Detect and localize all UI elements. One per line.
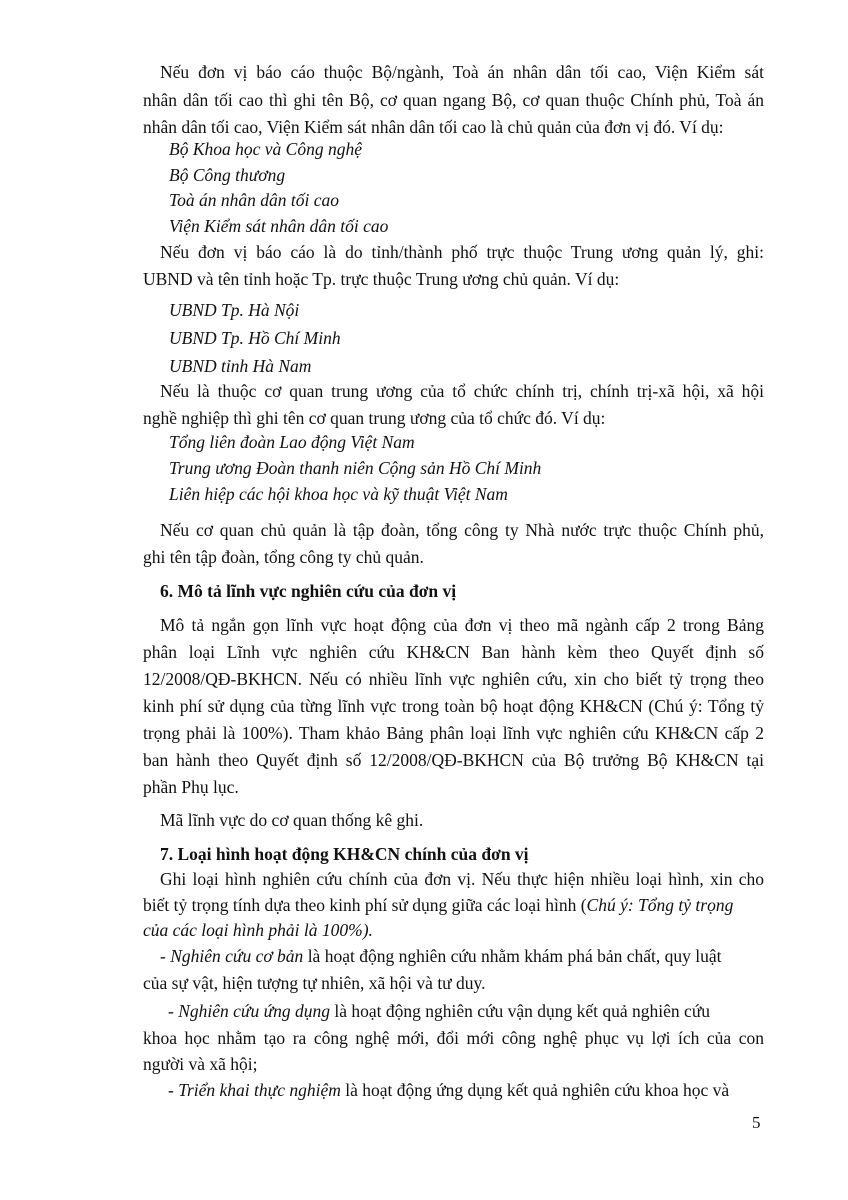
example-line: UBND tỉnh Hà Nam — [169, 356, 312, 376]
term: Triển khai thực nghiệm — [178, 1080, 341, 1100]
paragraph-line: phần Phụ lục. — [143, 777, 239, 797]
line-text-italic: Chú ý: Tổng tỷ trọng — [586, 895, 734, 915]
paragraph-line: Nếu đơn vị báo cáo là do tỉnh/thành phố trực thuộc Trung ương quản lý, ghi: — [160, 242, 764, 262]
bullet-line — [168, 1000, 710, 1022]
example-line: Viện Kiểm sát nhân dân tối cao — [169, 216, 389, 236]
dash: - — [168, 1080, 179, 1100]
paragraph-line: kinh phí sử dụng của từng lĩnh vực trong toàn bộ hoạt động KH&CN (Chú ý: Tổng tỷ — [143, 696, 764, 716]
example-line: Liên hiệp các hội khoa học và kỹ thuật Việt Nam — [169, 484, 508, 504]
paragraph-line: Mô tả ngắn gọn lĩnh vực hoạt động của đơn vị theo mã ngành cấp 2 trong Bảng — [160, 615, 764, 635]
paragraph-line: Nếu cơ quan chủ quản là tập đoàn, tổng công ty Nhà nước trực thuộc Chính phủ, — [160, 520, 764, 540]
bullet-line — [160, 945, 722, 967]
paragraph-line: ban hành theo Quyết định số 12/2008/QĐ-BKHCN của Bộ trưởng Bộ KH&CN tại — [143, 750, 764, 770]
line-text: biết tỷ trọng tính dựa theo kinh phí sử dụng giữa các loại hình ( — [143, 895, 587, 915]
paragraph-line: nghề nghiệp thì ghi tên cơ quan trung ương của tổ chức đó. Ví dụ: — [143, 408, 606, 428]
paragraph-line: ghi tên tập đoàn, tổng công ty chủ quản. — [143, 547, 424, 567]
example-line: Tổng liên đoàn Lao động Việt Nam — [169, 432, 415, 452]
paragraph-line: phân loại Lĩnh vực nghiên cứu KH&CN Ban hành kèm theo Quyết định số — [143, 642, 764, 662]
paragraph-line: khoa học nhằm tạo ra công nghệ mới, đổi mới công nghệ phục vụ lợi ích của con — [143, 1028, 764, 1048]
example-line: Bộ Công thương — [169, 165, 286, 185]
page-number: 5 — [752, 1113, 761, 1132]
paragraph-line: 12/2008/QĐ-BKHCN. Nếu có nhiều lĩnh vực nghiên cứu, xin cho biết tỷ trọng theo — [143, 669, 764, 689]
paragraph-line: Ghi loại hình nghiên cứu chính của đơn vị. Nếu thực hiện nhiều loại hình, xin cho — [160, 869, 764, 889]
paragraph-line: Mã lĩnh vực do cơ quan thống kê ghi. — [160, 810, 424, 830]
line-text: là hoạt động nghiên cứu vận dụng kết quả nghiên cứu — [330, 1001, 711, 1021]
paragraph-line: Nếu là thuộc cơ quan trung ương của tổ chức chính trị, chính trị-xã hội, xã hội — [160, 381, 764, 401]
paragraph-line: trọng phải là 100%). Tham khảo Bảng phân loại lĩnh vực nghiên cứu KH&CN cấp 2 — [143, 723, 764, 743]
paragraph-line: UBND và tên tỉnh hoặc Tp. trực thuộc Trung ương chủ quản. Ví dụ: — [143, 269, 620, 289]
example-line: UBND Tp. Hà Nội — [169, 300, 300, 320]
paragraph-line: nhân dân tối cao, Viện Kiểm sát nhân dân tối cao là chủ quản của đơn vị đó. Ví dụ: — [143, 117, 724, 137]
example-line: Toà án nhân dân tối cao — [169, 190, 339, 210]
dash: - — [160, 946, 171, 966]
paragraph-line: người và xã hội; — [143, 1054, 258, 1074]
dash: - — [168, 1001, 179, 1021]
line-text: là hoạt động ứng dụng kết quả nghiên cứu khoa học và — [340, 1080, 730, 1100]
example-line: UBND Tp. Hồ Chí Minh — [169, 328, 341, 348]
example-line: Trung ương Đoàn thanh niên Cộng sản Hồ Chí Minh — [169, 458, 542, 478]
paragraph-line: Nếu đơn vị báo cáo thuộc Bộ/ngành, Toà án nhân dân tối cao, Viện Kiểm sát — [160, 62, 764, 82]
paragraph-line — [143, 894, 733, 916]
paragraph-line: nhân dân tối cao thì ghi tên Bộ, cơ quan ngang Bộ, cơ quan thuộc Chính phủ, Toà án — [143, 90, 764, 110]
section-heading-7: 7. Loại hình hoạt động KH&CN chính của đơn vị — [160, 844, 529, 864]
paragraph-line: của sự vật, hiện tượng tự nhiên, xã hội và tư duy. — [143, 973, 486, 993]
example-line: Bộ Khoa học và Công nghệ — [169, 139, 362, 159]
term: Nghiên cứu cơ bản — [170, 946, 304, 966]
term: Nghiên cứu ứng dụng — [178, 1001, 330, 1021]
line-text: là hoạt động nghiên cứu nhằm khám phá bản chất, quy luật — [303, 946, 722, 966]
bullet-line — [168, 1079, 729, 1101]
section-heading-6: 6. Mô tả lĩnh vực nghiên cứu của đơn vị — [160, 581, 457, 601]
paragraph-line: của các loại hình phải là 100%). — [143, 920, 373, 940]
